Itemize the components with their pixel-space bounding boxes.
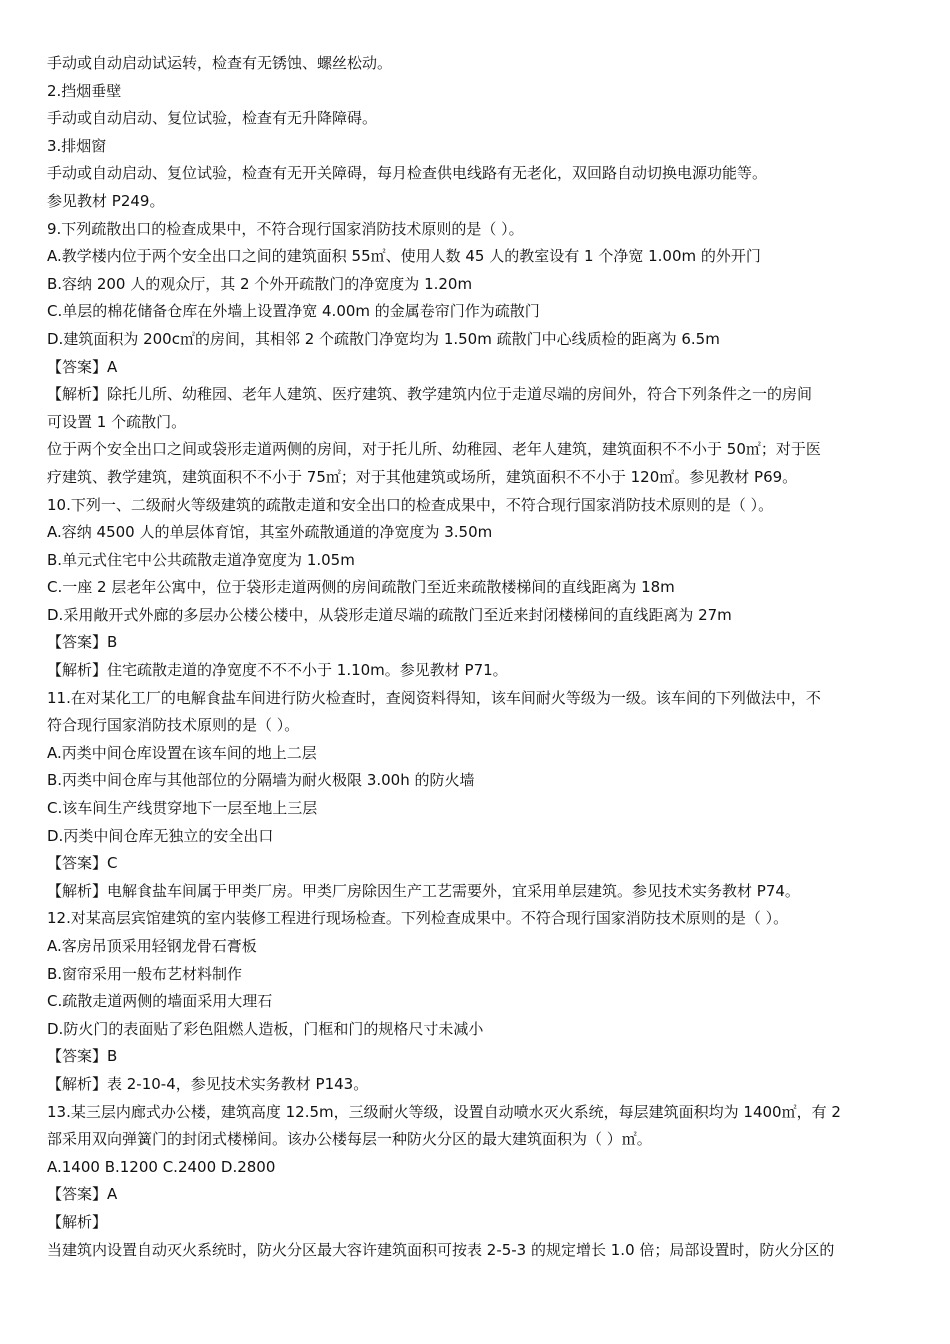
answer-line: 【答案】C <box>47 854 118 873</box>
explanation-line: 【解析】住宅疏散走道的净宽度不不不小于 1.10m。参见教材 P71。 <box>47 661 508 680</box>
question-12: 12.对某高层宾馆建筑的室内装修工程进行现场检查。下列检查成果中。不符合现行国家消防技术原则的是（ ）。 <box>47 909 789 928</box>
section-heading: 3.排烟窗 <box>47 136 107 155</box>
text-line: 手动或自动启动、复位试验，检查有无升降障碍。 <box>47 109 378 128</box>
explanation-line: 当建筑内设置自动灭火系统时，防火分区最大容许建筑面积可按表 2-5-3 的规定增长 1.0 倍；局部设置时，防火分区的 <box>47 1240 835 1259</box>
question-13-continued: 部采用双向弹簧门的封闭式楼梯间。该办公楼每层一种防火分区的最大建筑面积为（ ）㎡。 <box>47 1130 652 1149</box>
explanation-line: 【解析】电解食盐车间属于甲类厂房。甲类厂房除因生产工艺需要外，宜采用单层建筑。参见技术实务教材 P74。 <box>47 881 800 900</box>
reference-line: 参见教材 P249。 <box>47 191 165 210</box>
option-a: A.丙类中间仓库设置在该车间的地上二层 <box>47 743 317 762</box>
option-d: D.防火门的表面贴了彩色阻燃人造板，门框和门的规格尺寸未减小 <box>47 1019 484 1038</box>
option-d: D.丙类中间仓库无独立的安全出口 <box>47 826 274 845</box>
question-10: 10.下列一、二级耐火等级建筑的疏散走道和安全出口的检查成果中，不符合现行国家消防技术原则的是（ ）。 <box>47 495 774 514</box>
option-b: B.窗帘采用一般布艺材料制作 <box>47 964 243 983</box>
explanation-line: 位于两个安全出口之间或袋形走道两侧的房间，对于托儿所、幼稚园、老年人建筑，建筑面积不不小于 50㎡；对于医 <box>47 440 821 459</box>
options-line: A.1400 B.1200 C.2400 D.2800 <box>47 1157 276 1176</box>
explanation-line: 疗建筑、教学建筑，建筑面积不不小于 75㎡；对于其他建筑或场所，建筑面积不不小于 120㎡。参见教材 P69。 <box>47 467 798 486</box>
option-d: D.建筑面积为 200c㎡的房间，其相邻 2 个疏散门净宽均为 1.50m 疏散门中心线质检的距离为 6.5m <box>47 329 720 348</box>
explanation-line: 【解析】表 2-10-4，参见技术实务教材 P143。 <box>47 1074 369 1093</box>
option-d: D.采用敞开式外廊的多层办公楼公楼中，从袋形走道尽端的疏散门至近来封闭楼梯间的直线距离为 27m <box>47 605 732 624</box>
question-9: 9.下列疏散出口的检查成果中，不符合现行国家消防技术原则的是（ ）。 <box>47 219 524 238</box>
option-c: C.该车间生产线贯穿地下一层至地上三层 <box>47 799 318 818</box>
option-a: A.容纳 4500 人的单层体育馆，其室外疏散通道的净宽度为 3.50m <box>47 523 493 542</box>
question-13: 13.某三层内廊式办公楼，建筑高度 12.5m，三级耐火等级，设置自动喷水灭火系统，每层建筑面积均为 1400㎡，有 2 <box>47 1102 841 1121</box>
option-c: C.一座 2 层老年公寓中，位于袋形走道两侧的房间疏散门至近来疏散楼梯间的直线距离为 18m <box>47 578 675 597</box>
section-heading: 2.挡烟垂壁 <box>47 81 122 100</box>
explanation-label: 【解析】 <box>47 1212 108 1231</box>
option-b: B.容纳 200 人的观众厅，其 2 个外开疏散门的净宽度为 1.20m <box>47 274 473 293</box>
explanation-line: 【解析】除托儿所、幼稚园、老年人建筑、医疗建筑、教学建筑内位于走道尽端的房间外，符合下列条件之一的房间 <box>47 385 813 404</box>
option-b: B.单元式住宅中公共疏散走道净宽度为 1.05m <box>47 550 355 569</box>
text-line: 手动或自动启动、复位试验，检查有无开关障碍，每月检查供电线路有无老化，双回路自动切换电源功能等。 <box>47 164 768 183</box>
answer-line: 【答案】B <box>47 633 118 652</box>
answer-line: 【答案】A <box>47 357 118 376</box>
document-page <box>47 50 917 1264</box>
question-11-continued: 符合现行国家消防技术原则的是（ ）。 <box>47 716 300 735</box>
option-c: C.单层的棉花储备仓库在外墙上设置净宽 4.00m 的金属卷帘门作为疏散门 <box>47 302 540 321</box>
answer-line: 【答案】A <box>47 1185 118 1204</box>
option-c: C.疏散走道两侧的墙面采用大理石 <box>47 992 273 1011</box>
answer-line: 【答案】B <box>47 1047 118 1066</box>
explanation-line: 可设置 1 个疏散门。 <box>47 412 187 431</box>
option-b: B.丙类中间仓库与其他部位的分隔墙为耐火极限 3.00h 的防火墙 <box>47 771 475 790</box>
option-a: A.客房吊顶采用轻钢龙骨石膏板 <box>47 937 257 955</box>
option-a: A.教学楼内位于两个安全出口之间的建筑面积 55㎡、使用人数 45 人的教室设有 1 个净宽 1.00m 的外开门 <box>47 247 761 266</box>
text-line: 手动或自动启动试运转，检查有无锈蚀、螺丝松动。 <box>47 54 393 72</box>
question-11: 11.在对某化工厂的电解食盐车间进行防火检查时，查阅资料得知，该车间耐火等级为一级。该车间的下列做法中，不 <box>47 688 821 707</box>
